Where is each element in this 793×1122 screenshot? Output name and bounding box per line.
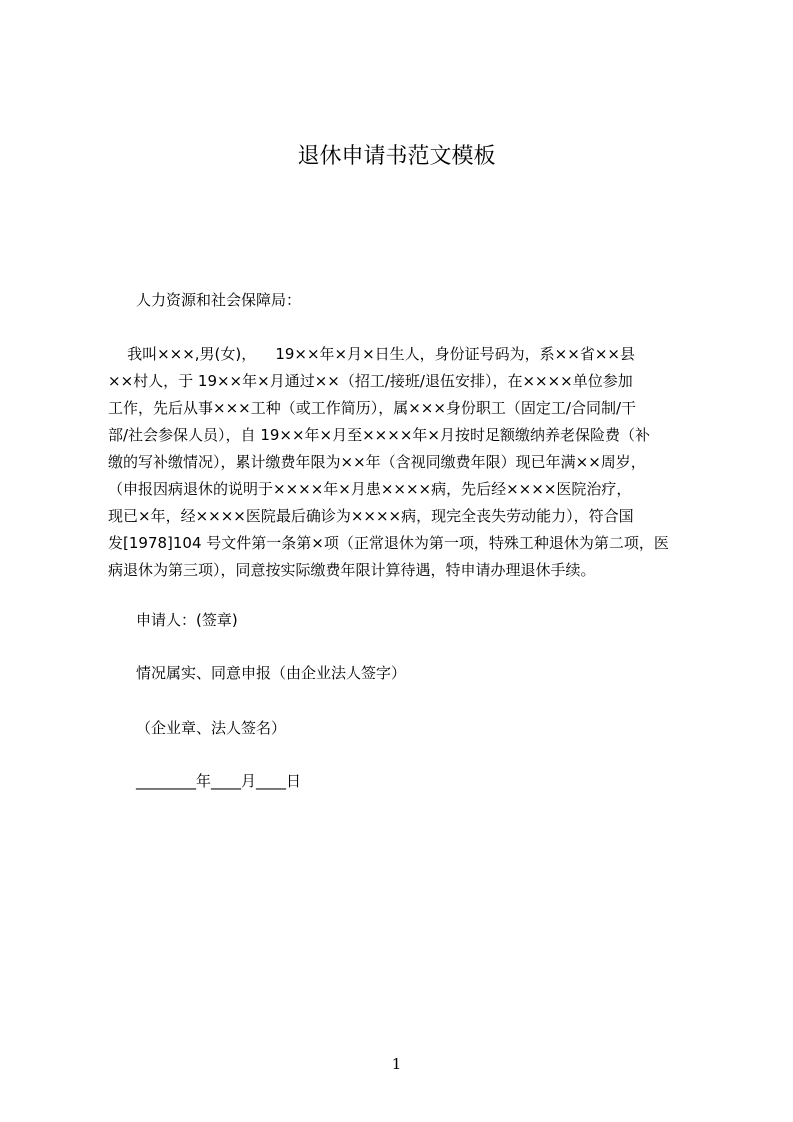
body-line: 缴的写补缴情况），累计缴费年限为××年（含视同缴费年限）现已年满××周岁， (108, 453, 646, 471)
salutation: 人力资源和社会保障局： (136, 291, 302, 309)
page-number: 1 (391, 1055, 402, 1073)
body-line: ××村人，于 19××年×月通过××（招工/接班/退伍安排），在××××单位参加 (108, 372, 633, 390)
document-title: 退休申请书范文模板 (297, 144, 496, 169)
body-paragraph (108, 341, 688, 584)
seal-line: （企业章、法人签名） (136, 719, 287, 737)
body-line: 工作，先后从事×××工种（或工作简历），属×××身份职工（固定工/合同制/干 (108, 399, 637, 417)
body-line: 现已×年，经××××医院最后确诊为××××病，现完全丧失劳动能力），符合国 (108, 507, 634, 525)
confirmation-line: 情况属实、同意申报（由企业法人签字） (136, 664, 407, 682)
body-line: （申报因病退休的说明于××××年×月患××××病，先后经××××医院治疗， (108, 480, 632, 498)
body-line: 病退休为第三项），同意按实际缴费年限计算待遇，特申请办理退休手续。 (108, 561, 596, 579)
body-line: 发[1978]104 号文件第一条第×项（正常退休为第一项，特殊工种退休为第二项，医 (108, 534, 669, 552)
applicant-signature-line: 申请人：(签章) (136, 611, 238, 629)
body-line: 部/社会参保人员），自 19××年×月至××××年×月按时足额缴纳养老保险费（补 (108, 426, 650, 444)
date-line: ________年____月____日 (136, 772, 302, 790)
body-line: 我叫×××,男(女)， 19××年×月×日生人，身份证号码为，系××省××县 (108, 345, 635, 363)
